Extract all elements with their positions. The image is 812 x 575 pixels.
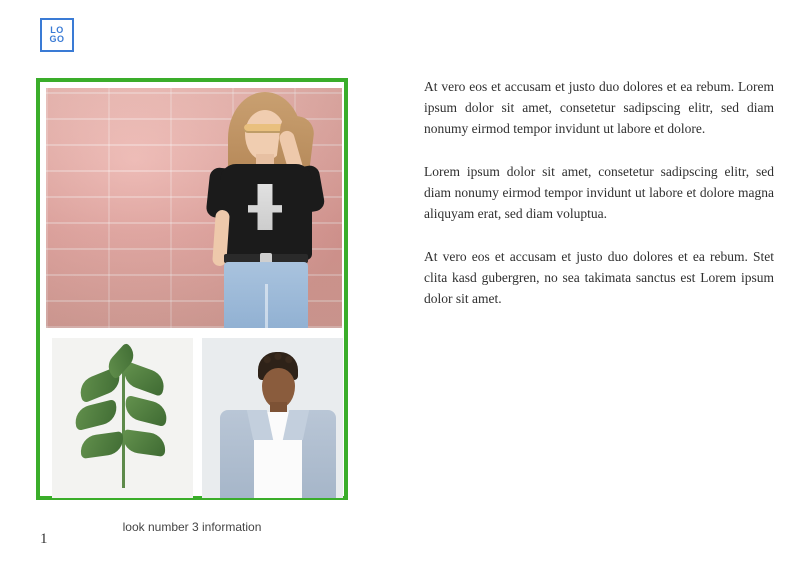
hero-image [46, 88, 342, 328]
jeans-seam [265, 284, 268, 328]
paragraph: Lorem ipsum dolor sit amet, consetetur sadipscing elitr, sed diam nonumy eirmod tempor invidunt ut labore et dolore magna aliquyam erat, sed diam voluptua. [424, 164, 774, 221]
plant-leaf [121, 429, 168, 457]
body-text-column [424, 76, 774, 309]
logo-text-line1: LO [50, 25, 64, 35]
logo-text-line2: GO [49, 34, 65, 44]
thumbnail-plant [52, 338, 193, 498]
plant-leaf [72, 399, 120, 431]
thumbnail-man [202, 338, 343, 498]
gallery-caption: look number 3 information [122, 520, 262, 534]
plant-stem [122, 360, 125, 488]
logo [40, 18, 74, 52]
hero-model-figure [190, 88, 340, 328]
page-number: 1 [40, 531, 48, 547]
plant-leaf [79, 431, 126, 459]
paragraph: At vero eos et accusam et justo duo dolores et ea rebum. Lorem ipsum dolor sit amet, consetetur sadipscing elitr, sed diam nonumy eirmod tempor invidunt ut labore et dolore. [424, 79, 774, 136]
plant-leaf [122, 395, 170, 427]
man-hair-texture [260, 350, 296, 366]
gallery-panel [36, 78, 348, 534]
paragraph: At vero eos et accusam et justo duo dolores et ea rebum. Stet clita kasd gubergren, no sea takimata sanctus est Lorem ipsum dolor sit amet. [424, 249, 774, 306]
